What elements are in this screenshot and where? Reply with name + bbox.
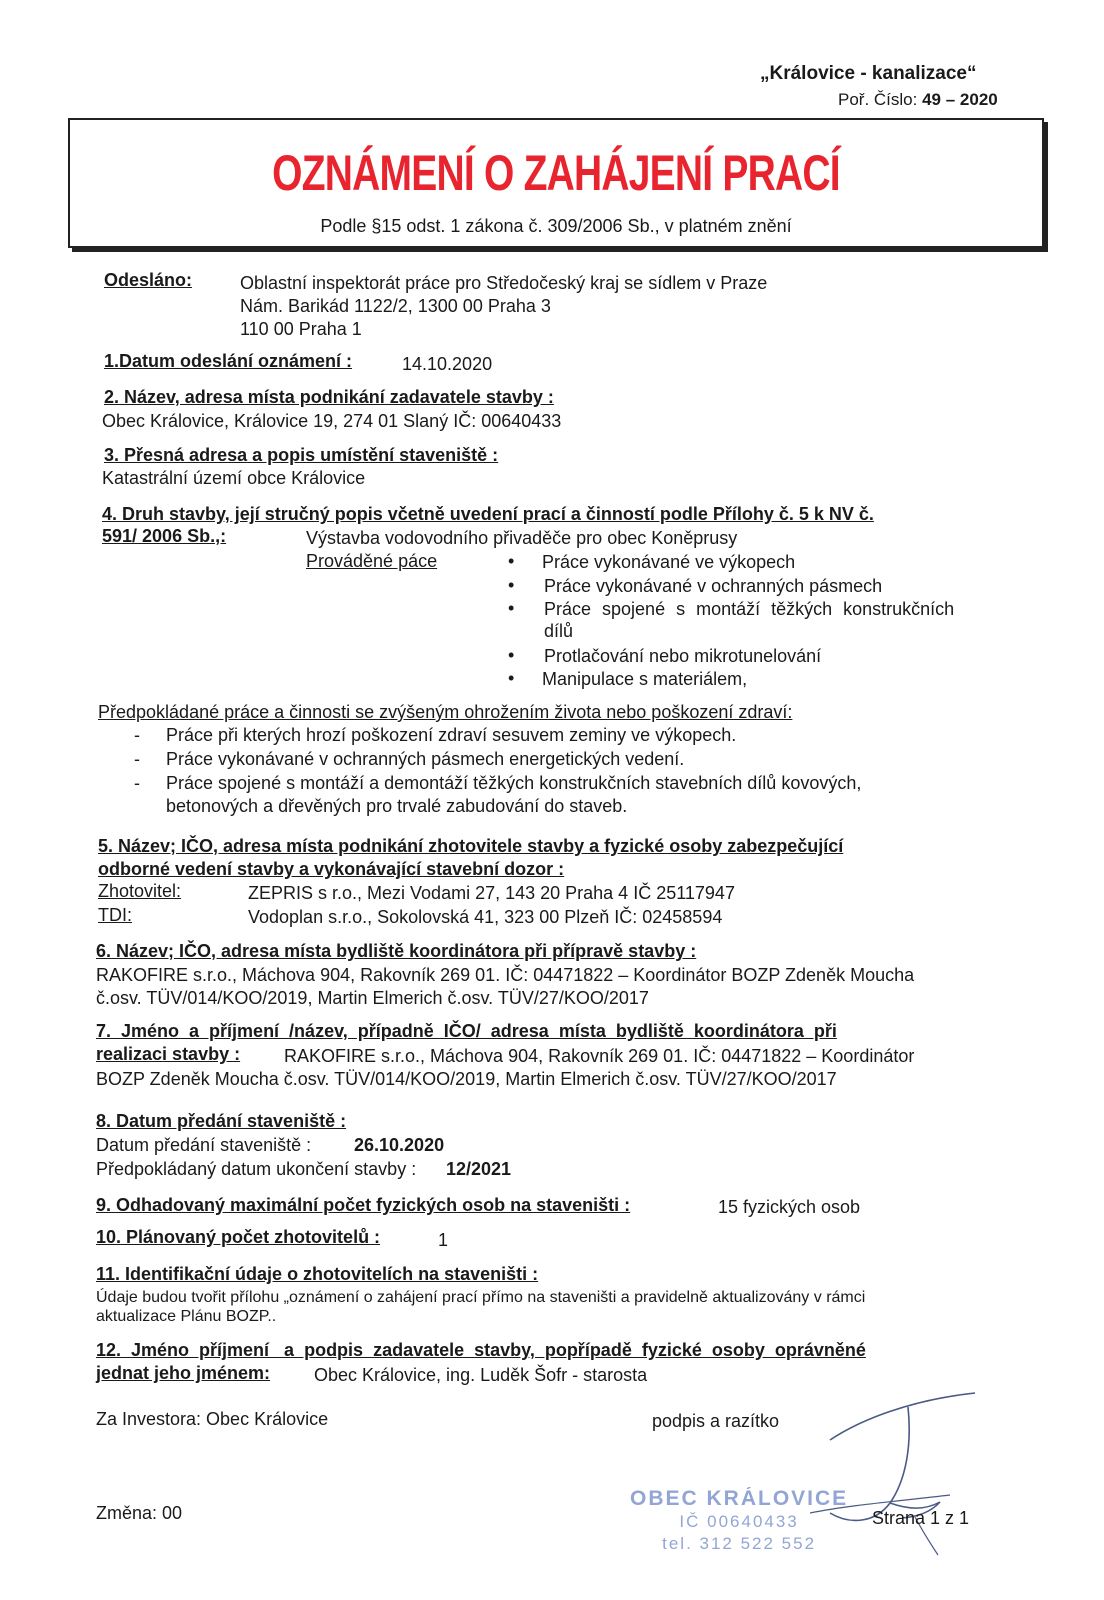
work-item-3: Práce spojené s montáží těžkých konstrukčních [544,599,955,619]
work-item-3-cont: dílů [544,621,574,641]
section-10-value: 1 [438,1230,449,1250]
document-subtitle: Podle §15 odst. 1 zákona č. 309/2006 Sb., v platném znění [320,216,792,236]
page-number: Strana 1 z 1 [872,1508,970,1528]
order-number [838,90,998,110]
sent-label: Odesláno: [104,270,193,290]
section-9-heading: 9. Odhadovaný maximální počet fyzických osob na staveništi : [96,1195,631,1215]
end-label: Předpokládaný datum ukončení stavby : [96,1159,417,1179]
tdi-value: Vodoplan s.r.o., Sokolovská 41, 323 00 Plzeň IČ: 02458594 [248,907,723,927]
section-6-line-1: RAKOFIRE s.r.o., Máchova 904, Rakovník 269 01. IČ: 04471822 – Koordinátor BOZP Zdeněk Moucha [96,965,915,985]
section-7-heading-line-1: 7. Jméno a příjmení /název, případně IČO/ adresa místa bydliště koordinátora při [96,1021,837,1041]
work-item-4: Protlačování nebo mikrotunelování [544,646,822,666]
risk-item-1: Práce při kterých hrozí poškození zdraví sesuvem zeminy ve výkopech. [166,725,737,745]
section-11-line-1: Údaje budou tvořit přílohu „oznámení o zahájení prací přímo na staveništi a pravidelně aktualizovány v rámci [96,1289,866,1306]
official-stamp [630,1487,848,1555]
section-7-line-2: BOZP Zdeněk Moucha č.osv. TÜV/014/KOO/2019, Martin Elmerich č.osv. TÜV/27/KOO/2017 [96,1069,837,1089]
sent-line-2: Nám. Barikád 1122/2, 1300 00 Praha 3 [240,296,551,316]
section-12-heading-line-2: jednat jeho jménem: [96,1363,271,1383]
project-name: „Královice - kanalizace“ [760,63,977,84]
order-label: Poř. Číslo: [838,90,918,109]
works-label: Prováděné páce [306,551,438,571]
section-4-heading-line-1: 4. Druh stavby, její stručný popis včetně uvedení prací a činností podle Přílohy č. 5 k NV č. [102,504,874,524]
bullet-icon: • [508,668,515,688]
bullet-icon: • [508,551,515,571]
section-11-heading: 11. Identifikační údaje o zhotovitelích na staveništi : [96,1264,539,1284]
dash-icon: - [134,725,140,745]
section-2-value: Obec Královice, Královice 19, 274 01 Slaný IČ: 00640433 [102,411,562,431]
stamp-name: OBEC KRÁLOVICE [630,1487,849,1510]
work-item-2: Práce vykonávané v ochranných pásmech [544,576,883,596]
dash-icon: - [134,773,140,793]
title-box [68,118,1044,248]
section-5-heading-line-2: odborné vedení stavby a vykonávající stavební dozor : [98,859,565,879]
section-1-heading: 1.Datum odeslání oznámení : [104,351,353,371]
section-8-heading: 8. Datum předání staveniště : [96,1111,347,1131]
section-1-value: 14.10.2020 [402,354,493,374]
section-11-line-2: aktualizace Plánu BOZP.. [96,1308,277,1325]
stamp-ic: IČ 00640433 [679,1512,799,1531]
section-5-heading-line-1: 5. Název; IČO, adresa místa podnikání zhotovitele stavby a fyzické osoby zabezpečující [98,836,844,856]
section-7-heading-line-2: realizaci stavby : [96,1044,241,1064]
end-value: 12/2021 [446,1159,512,1179]
section-7-line-1: RAKOFIRE s.r.o., Máchova 904, Rakovník 269 01. IČ: 04471822 – Koordinátor [284,1046,915,1066]
section-2-heading: 2. Název, adresa místa podnikání zadavatele stavby : [104,387,554,407]
section-12-heading-line-1: 12. Jméno příjmení a podpis zadavatele stavby, popřípadě fyzické osoby oprávněné [96,1340,866,1360]
contractor-value: ZEPRIS s r.o., Mezi Vodami 27, 143 20 Praha 4 IČ 25117947 [248,883,735,903]
change-label: Změna: 00 [96,1503,183,1523]
section-6-line-2: č.osv. TÜV/014/KOO/2019, Martin Elmerich č.osv. TÜV/27/KOO/2017 [96,988,649,1008]
signature-label: podpis a razítko [652,1411,780,1431]
handover-value: 26.10.2020 [354,1135,445,1155]
sent-line-1: Oblastní inspektorát práce pro Středočeský kraj se sídlem v Praze [240,273,768,293]
order-value: 49 – 2020 [922,90,998,109]
sent-line-3: 110 00 Praha 1 [240,319,362,339]
contractor-label: Zhotovitel: [98,881,182,901]
tdi-label: TDI: [98,905,132,925]
risk-item-3: Práce spojené s montáží a demontáží těžkých konstrukčních stavebních dílů kovových, [166,773,862,793]
risk-item-3-cont: betonových a dřevěných pro trvalé zabudování do staveb. [166,796,628,816]
work-item-5: Manipulace s materiálem, [542,669,748,689]
document-title: OZNÁMENÍ O ZAHÁJENÍ PRACÍ [272,145,840,201]
investor-line: Za Investora: Obec Královice [96,1409,329,1429]
stamp-tel: tel. 312 522 552 [662,1534,817,1553]
section-10-heading: 10. Plánovaný počet zhotovitelů : [96,1227,381,1247]
section-4-description: Výstavba vodovodního přivaděče pro obec Koněprusy [306,528,738,548]
bullet-icon: • [508,598,515,618]
section-3-value: Katastrální území obce Královice [102,468,366,488]
handover-label: Datum předání staveniště : [96,1135,312,1155]
dash-icon: - [134,749,140,769]
section-3-heading: 3. Přesná adresa a popis umístění staveniště : [104,445,499,465]
section-9-value: 15 fyzických osob [718,1197,861,1217]
bullet-icon: • [508,645,515,665]
section-12-value: Obec Královice, ing. Luděk Šofr - starosta [314,1365,648,1385]
risk-item-2: Práce vykonávané v ochranných pásmech energetických vedení. [166,749,685,769]
bullet-icon: • [508,575,515,595]
section-4-heading-line-2: 591/ 2006 Sb.,: [102,526,227,546]
risk-heading: Předpokládané práce a činnosti se zvýšeným ohrožením života nebo poškození zdraví: [98,702,793,722]
section-6-heading: 6. Název; IČO, adresa místa bydliště koordinátora při přípravě stavby : [96,941,697,961]
work-item-1: Práce vykonávané ve výkopech [542,552,796,572]
